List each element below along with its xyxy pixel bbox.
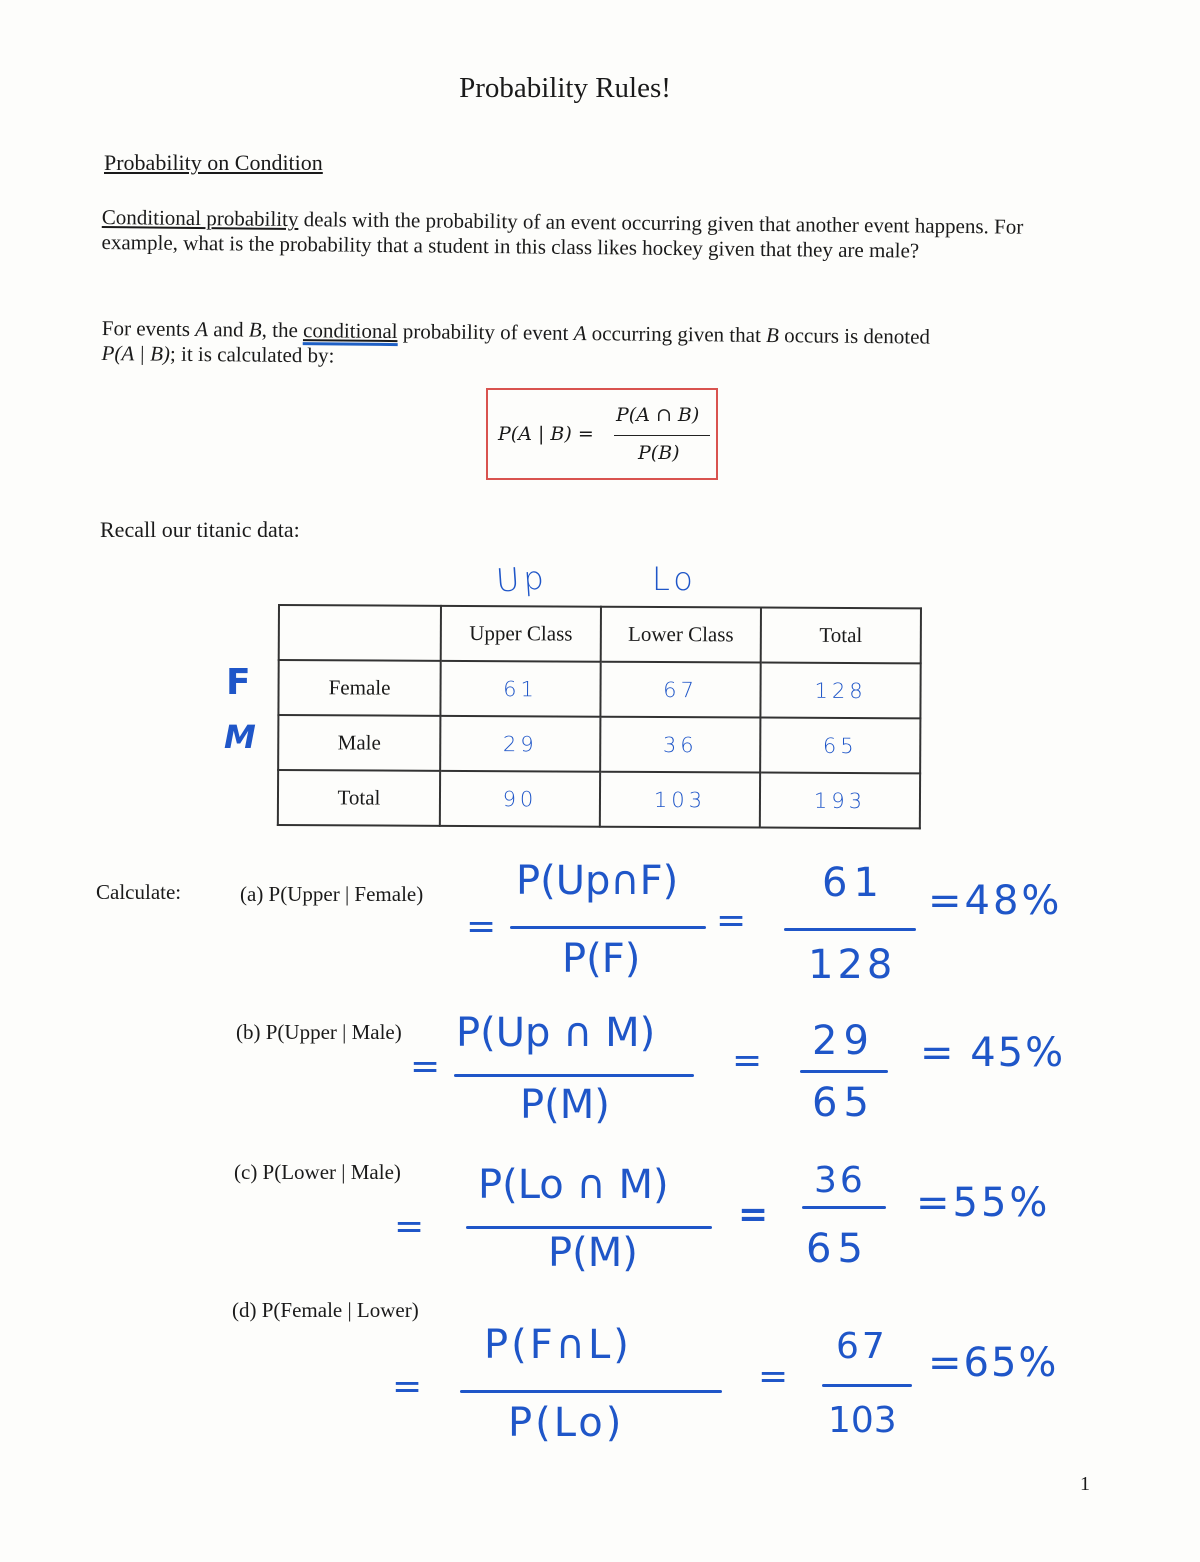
- formula-lhs: P(A | B) =: [498, 423, 594, 445]
- formula-numerator: P(A ∩ B): [616, 404, 700, 426]
- def-text-2: and: [207, 317, 249, 342]
- row-label-total: Total: [278, 770, 440, 826]
- question-b-eq1: =: [410, 1046, 441, 1087]
- question-c-fraction-bar: [466, 1226, 712, 1229]
- def-term: conditional: [303, 318, 398, 346]
- def-text-1: For events: [101, 316, 196, 341]
- question-d-eq1: =: [392, 1366, 423, 1407]
- def-var-a: A: [195, 316, 209, 342]
- recall-text: Recall our titanic data:: [100, 517, 300, 542]
- question-a-denominator: P(F): [562, 936, 641, 982]
- intro-text: deals with the probability of an event occurring given that another event happens. For example, what is the probability that a student in this class likes hockey given that they are male?: [101, 207, 1024, 263]
- question-c-numerator: P(Lo ∩ M): [478, 1162, 669, 1208]
- question-d-numerator: P(F∩L): [484, 1322, 632, 1368]
- question-a-frac-den: 128: [808, 942, 897, 988]
- question-d-result: =65%: [928, 1340, 1059, 1386]
- question-b-fraction-bar: [454, 1074, 694, 1077]
- def-text-7: ; it is calculated by:: [169, 341, 335, 368]
- question-a-frac-num: 61: [822, 860, 885, 906]
- table-row: [278, 770, 920, 828]
- question-d-fraction-bar: [460, 1390, 722, 1393]
- header-upper-class: Upper Class: [441, 606, 601, 662]
- question-a-eq2: =: [716, 900, 747, 941]
- cell-male-upper: 29: [440, 716, 600, 772]
- question-d-frac-den: 103: [828, 1400, 897, 1441]
- table-corner-cell: [279, 605, 441, 661]
- intro-paragraph: [101, 205, 1081, 265]
- question-b-frac-num: 29: [812, 1018, 875, 1064]
- question-c-frac-den: 65: [806, 1226, 869, 1272]
- question-b-numerator: P(Up ∩ M): [456, 1010, 656, 1056]
- def-text-4: probability of event: [397, 319, 574, 345]
- question-a-fraction-bar: [510, 926, 706, 929]
- question-d-frac-bar: [822, 1384, 912, 1387]
- handwritten-note-lo: Lo: [652, 560, 697, 598]
- cell-total-lower: 103: [600, 772, 760, 828]
- cell-male-total: 65: [760, 718, 920, 774]
- def-var-a2: A: [573, 320, 587, 346]
- titanic-data-table: [277, 604, 922, 829]
- cell-total-total: 193: [760, 773, 920, 829]
- question-c-eq1: =: [394, 1206, 425, 1247]
- cell-female-lower: 67: [600, 662, 760, 718]
- question-b-denominator: P(M): [520, 1082, 610, 1128]
- question-a-result: =48%: [928, 878, 1063, 924]
- question-c-frac-bar: [802, 1206, 886, 1209]
- question-d-eq2: =: [758, 1356, 789, 1397]
- question-a-numerator: P(Up∩F): [516, 858, 679, 904]
- def-var-b2: B: [765, 322, 780, 348]
- question-b-label: (b) P(Upper | Male): [236, 1020, 402, 1044]
- cell-total-upper: 90: [440, 771, 600, 827]
- question-c-result: =55%: [916, 1180, 1051, 1226]
- def-text-6: occurs is denoted: [778, 323, 931, 349]
- table-row: [278, 660, 920, 718]
- def-var-b: B: [248, 317, 262, 342]
- def-notation: P(A | B): [101, 340, 171, 366]
- cell-female-total: 128: [760, 663, 920, 719]
- formula-denominator: P(B): [638, 442, 680, 464]
- page-title: Probability Rules!: [459, 72, 671, 104]
- intro-term: Conditional probability: [101, 205, 299, 232]
- question-c-frac-num: 36: [814, 1160, 866, 1201]
- question-a-frac-bar: [784, 928, 916, 931]
- question-a-label: (a) P(Upper | Female): [240, 882, 424, 906]
- cell-female-upper: 61: [440, 661, 600, 717]
- question-a-eq1: =: [466, 906, 497, 947]
- def-text-5: occurring given that: [586, 321, 767, 347]
- definition-paragraph: [101, 316, 1081, 376]
- cell-male-lower: 36: [600, 717, 760, 773]
- page-number: 1: [1080, 1473, 1090, 1495]
- def-text-3: , the: [261, 317, 304, 343]
- calculate-label: Calculate:: [96, 880, 182, 904]
- formula-fraction-bar: [614, 435, 710, 436]
- table-row: [278, 715, 920, 773]
- question-c-eq2: =: [738, 1194, 769, 1235]
- formula-box: [486, 388, 718, 480]
- question-b-result: = 45%: [920, 1030, 1066, 1076]
- question-b-eq2: =: [732, 1040, 763, 1081]
- question-d-frac-num: 67: [836, 1326, 888, 1367]
- table-header-row: [279, 605, 921, 663]
- header-lower-class: Lower Class: [601, 607, 761, 663]
- question-d-denominator: P(Lo): [508, 1400, 625, 1446]
- row-label-male: Male: [278, 715, 440, 771]
- question-c-label: (c) P(Lower | Male): [234, 1160, 401, 1184]
- handwritten-note-f: F: [226, 662, 255, 703]
- header-total: Total: [761, 608, 921, 664]
- question-c-denominator: P(M): [548, 1230, 638, 1276]
- question-d-label: (d) P(Female | Lower): [232, 1298, 419, 1322]
- question-b-frac-bar: [800, 1070, 888, 1073]
- question-b-frac-den: 65: [812, 1080, 875, 1126]
- handwritten-note-up: Up: [494, 558, 549, 600]
- row-label-female: Female: [278, 660, 440, 716]
- handwritten-note-m: M: [224, 718, 260, 756]
- section-heading: Probability on Condition: [104, 150, 323, 175]
